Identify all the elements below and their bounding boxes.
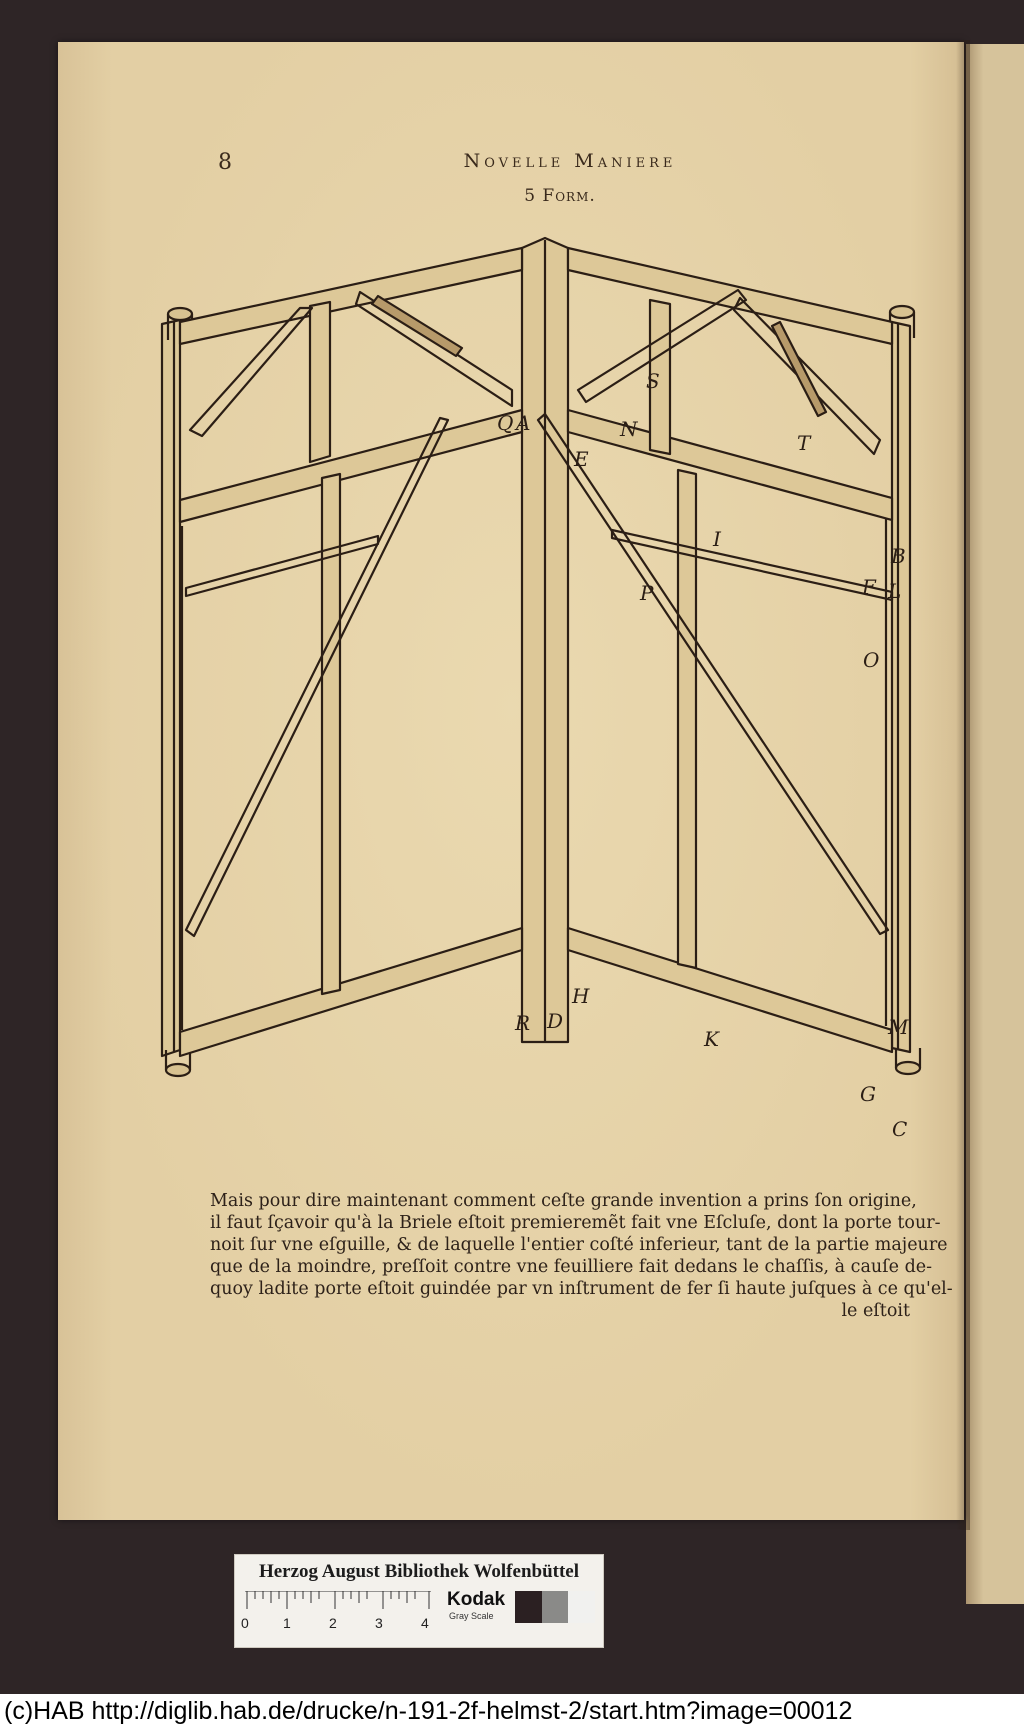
- text-line: quoy ladite porte eſtoit guindée par vn inſtrument de fer ſi haute juſques à ce qu'el-: [210, 1279, 953, 1299]
- ruler-number: 3: [375, 1615, 383, 1631]
- ruler-numbers: [241, 1615, 441, 1635]
- body-paragraph: [210, 1190, 953, 1322]
- label-o: O: [863, 648, 880, 672]
- label-l: L: [888, 579, 902, 603]
- ruler-number: 2: [329, 1615, 337, 1631]
- form-label: 5 Form.: [524, 186, 596, 206]
- ruler-number: 1: [283, 1615, 291, 1631]
- ruler-scale: [245, 1591, 431, 1611]
- label-m: M: [888, 1015, 909, 1039]
- label-i: I: [713, 527, 721, 551]
- label-p: P: [640, 581, 654, 605]
- gray-swatches: [515, 1591, 595, 1623]
- ruler-number: 0: [241, 1615, 249, 1631]
- running-head: Novelle Maniere: [463, 150, 677, 172]
- label-d: D: [547, 1009, 564, 1033]
- label-k: K: [704, 1027, 719, 1051]
- label-q: Q: [497, 411, 514, 435]
- label-r: R: [515, 1011, 531, 1035]
- page-number: 8: [218, 150, 232, 175]
- label-f: F: [862, 575, 876, 599]
- label-c: C: [892, 1117, 908, 1141]
- label-t: T: [797, 431, 811, 455]
- text-line: il faut ſçavoir qu'à la Briele eſtoit premieremẽt fait vne Eſcluſe, dont la porte tour-: [210, 1213, 941, 1233]
- gutter-shadow: [956, 40, 970, 1530]
- label-s: S: [646, 369, 660, 393]
- text-line: noit ſur vne eſguille, & de laquelle l'entier coſté inferieur, tant de la partie majeure: [210, 1235, 948, 1255]
- text-line: Mais pour dire maintenant comment ceſte grande invention a prins ſon origine,: [210, 1191, 917, 1211]
- library-name: Herzog August Bibliothek Wolfenbüttel: [258, 1561, 580, 1582]
- label-n: N: [620, 417, 638, 441]
- sluice-gate-woodcut: [150, 230, 930, 1210]
- swatch-light: [568, 1591, 595, 1623]
- label-e: E: [574, 447, 589, 471]
- label-b: B: [891, 544, 906, 568]
- text-line: que de la moindre, preſſoit contre vne feuilliere fait dedans le chaſſis, à cauſe de-: [210, 1257, 933, 1277]
- copyright-caption: (c)HAB http://diglib.hab.de/drucke/n-191-2f-helmst-2/start.htm?image=00012: [0, 1694, 1024, 1729]
- swatch-dark: [515, 1591, 542, 1623]
- swatch-mid: [542, 1591, 569, 1623]
- label-g: G: [860, 1082, 876, 1106]
- label-h: H: [572, 984, 590, 1008]
- gray-scale-label: Gray Scale: [449, 1611, 494, 1621]
- color-calibration-card: [234, 1554, 604, 1648]
- label-a: A: [516, 411, 531, 435]
- ruler-number: 4: [421, 1615, 429, 1631]
- catchword: le eſtoit: [841, 1301, 910, 1321]
- facing-page-edge: [966, 44, 1024, 1604]
- kodak-logo: Kodak: [447, 1589, 506, 1610]
